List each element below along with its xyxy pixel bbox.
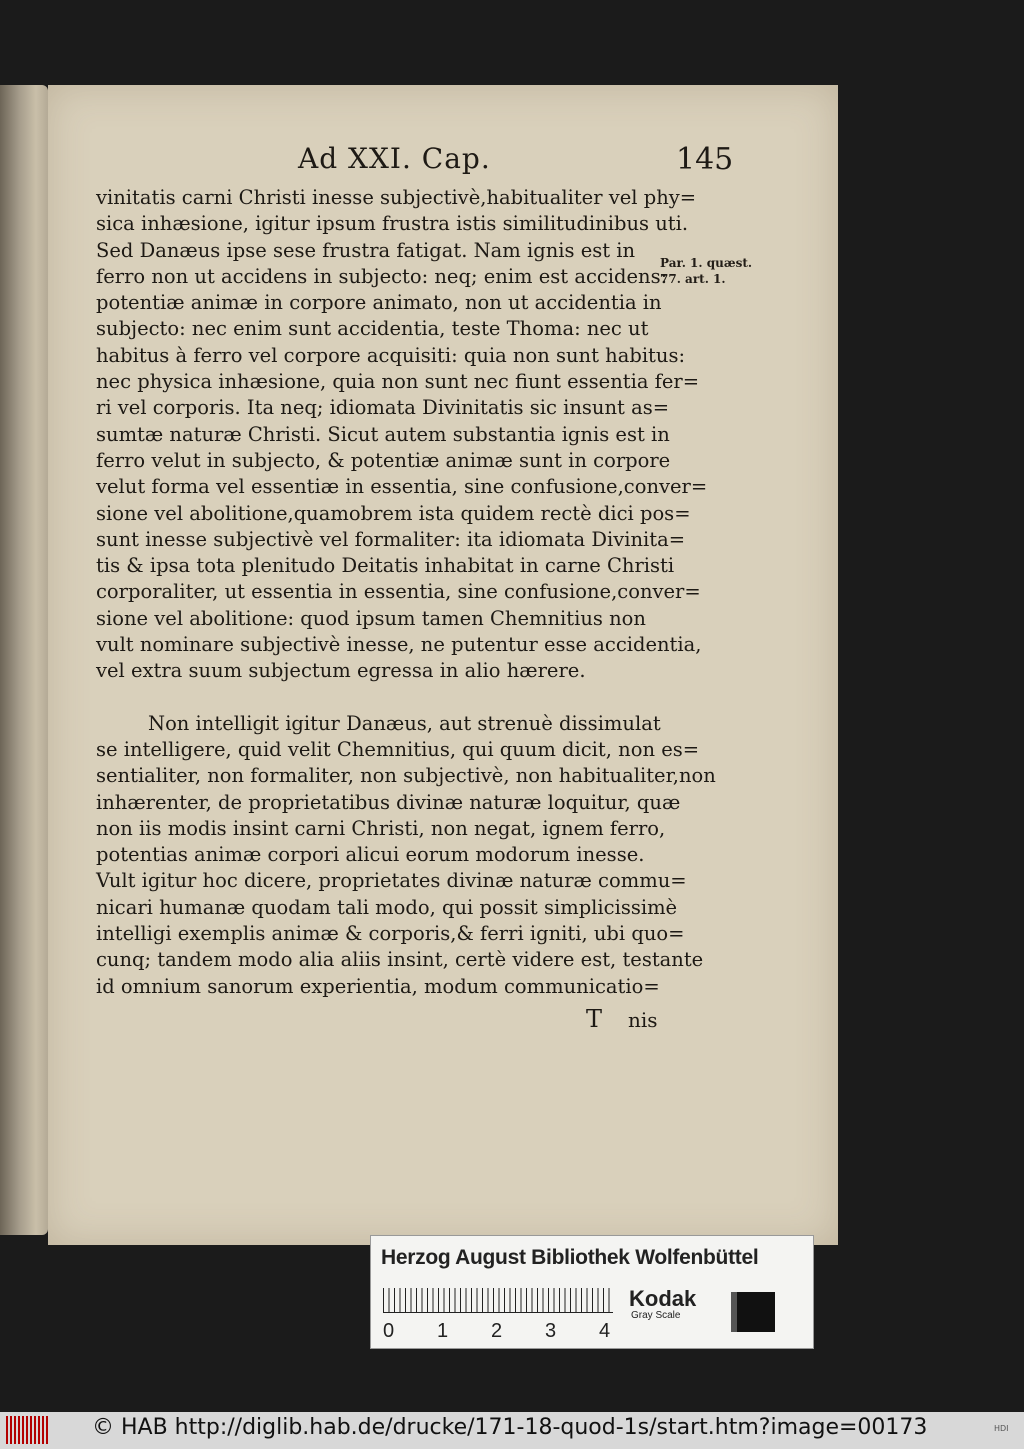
kodak-logo: Kodak — [629, 1286, 697, 1311]
card-title: Herzog August Bibliothek Wolfenbüttel — [381, 1246, 759, 1269]
text-line: ferro non ut accidens in subjecto: neq; enim est accidens: — [96, 264, 668, 288]
black-patch — [731, 1292, 775, 1332]
ruler-label: 0 — [383, 1320, 395, 1342]
text-line: vult nominare subjectivè inesse, ne putentur esse accidentia, — [96, 633, 702, 657]
page-header — [298, 142, 798, 182]
text-line: corporaliter, ut essentia in essentia, sine confusione,conver= — [96, 580, 701, 604]
grayscale-label: Gray Scale — [631, 1310, 681, 1321]
ruler-label: 1 — [437, 1320, 449, 1342]
signature-mark: T — [586, 1005, 603, 1033]
text-line: velut forma vel essentiæ in essentia, sine confusione,conver= — [96, 475, 708, 499]
ruler-label: 3 — [545, 1320, 557, 1342]
text-line: potentias animæ corpori alicui eorum modorum inesse. — [96, 843, 645, 867]
margin-note-line: 77. art. 1. — [660, 272, 726, 286]
text-line: sentialiter, non formaliter, non subjectivè, non habitualiter,non — [96, 764, 716, 788]
text-line: sumtæ naturæ Christi. Sicut autem substantia ignis est in — [96, 422, 670, 446]
text-line: cunq; tandem modo alia aliis insint, certè videre est, testante — [96, 948, 704, 972]
text-line: Sed Danæus ipse sese frustra fatigat. Nam ignis est in — [96, 238, 636, 262]
text-line: subjecto: nec enim sunt accidentia, teste Thoma: nec ut — [96, 317, 649, 341]
text-line: tis & ipsa tota plenitudo Deitatis inhabitat in carne Christi — [96, 554, 675, 578]
text-line: sione vel abolitione,quamobrem ista quidem rectè dici pos= — [96, 501, 691, 525]
text-line: Vult igitur hoc dicere, proprietates divinæ naturæ commu= — [96, 869, 687, 893]
page-number: 145 — [676, 142, 734, 177]
text-line: sunt inesse subjectivè vel formaliter: ita idiomata Divinita= — [96, 527, 686, 551]
footer-mark: HDI — [994, 1424, 1009, 1433]
running-head: Ad XXI. Cap. — [298, 142, 491, 175]
text-line: potentiæ animæ in corpore animato, non ut accidentia in — [96, 291, 662, 315]
ruler-labels — [383, 1320, 623, 1344]
footer-url[interactable]: © HAB http://diglib.hab.de/drucke/171-18-quod-1s/start.htm?image=00173 — [92, 1415, 928, 1440]
text-line: se intelligere, quid velit Chemnitius, qui quum dicit, non es= — [96, 737, 700, 761]
color-calibration-card — [370, 1235, 814, 1349]
text-line: vinitatis carni Christi inesse subjectivè,habitualiter vel phy= — [96, 186, 697, 209]
text-line: intelligi exemplis animæ & corporis,& ferri igniti, ubi quo= — [96, 922, 685, 946]
text-line: sione vel abolitione: quod ipsum tamen Chemnitius non — [96, 606, 646, 630]
text-line: sica inhæsione, igitur ipsum frustra istis similitudinibus uti. — [96, 212, 689, 236]
left-page-stack — [0, 85, 48, 1235]
ruler — [383, 1288, 613, 1342]
text-line: non iis modis insint carni Christi, non negat, ignem ferro, — [96, 816, 666, 840]
text-line: nec physica inhæsione, quia non sunt nec fiunt essentia fer= — [96, 370, 700, 394]
text-line: id omnium sanorum experientia, modum communicatio= — [96, 974, 660, 998]
paragraph-gap — [96, 685, 661, 711]
text-line: nicari humanæ quodam tali modo, qui possit simplicissimè — [96, 895, 678, 919]
catchword: nis — [628, 1008, 658, 1032]
text-line: ri vel corporis. Ita neq; idiomata Divinitatis sic insunt as= — [96, 396, 670, 420]
text-line: habitus à ferro vel corpore acquisiti: quia non sunt habitus: — [96, 343, 686, 367]
footer-bar — [0, 1412, 1024, 1449]
margin-note-line: Par. 1. quæst. — [660, 256, 753, 270]
ruler-ticks — [383, 1288, 613, 1313]
text-line: ferro velut in subjecto, & potentiæ animæ sunt in corpore — [96, 448, 671, 472]
text-line: Non intelligit igitur Danæus, aut strenuè dissimulat — [148, 711, 661, 735]
paragraph-2 — [96, 711, 716, 1000]
ruler-label: 4 — [599, 1320, 611, 1342]
book-page — [48, 85, 838, 1245]
ruler-label: 2 — [491, 1320, 503, 1342]
barcode-icon — [6, 1416, 48, 1444]
text-line: vel extra suum subjectum egressa in alio hærere. — [96, 659, 586, 683]
text-line: inhærenter, de proprietatibus divinæ naturæ loquitur, quæ — [96, 790, 681, 814]
margin-note — [660, 255, 770, 287]
